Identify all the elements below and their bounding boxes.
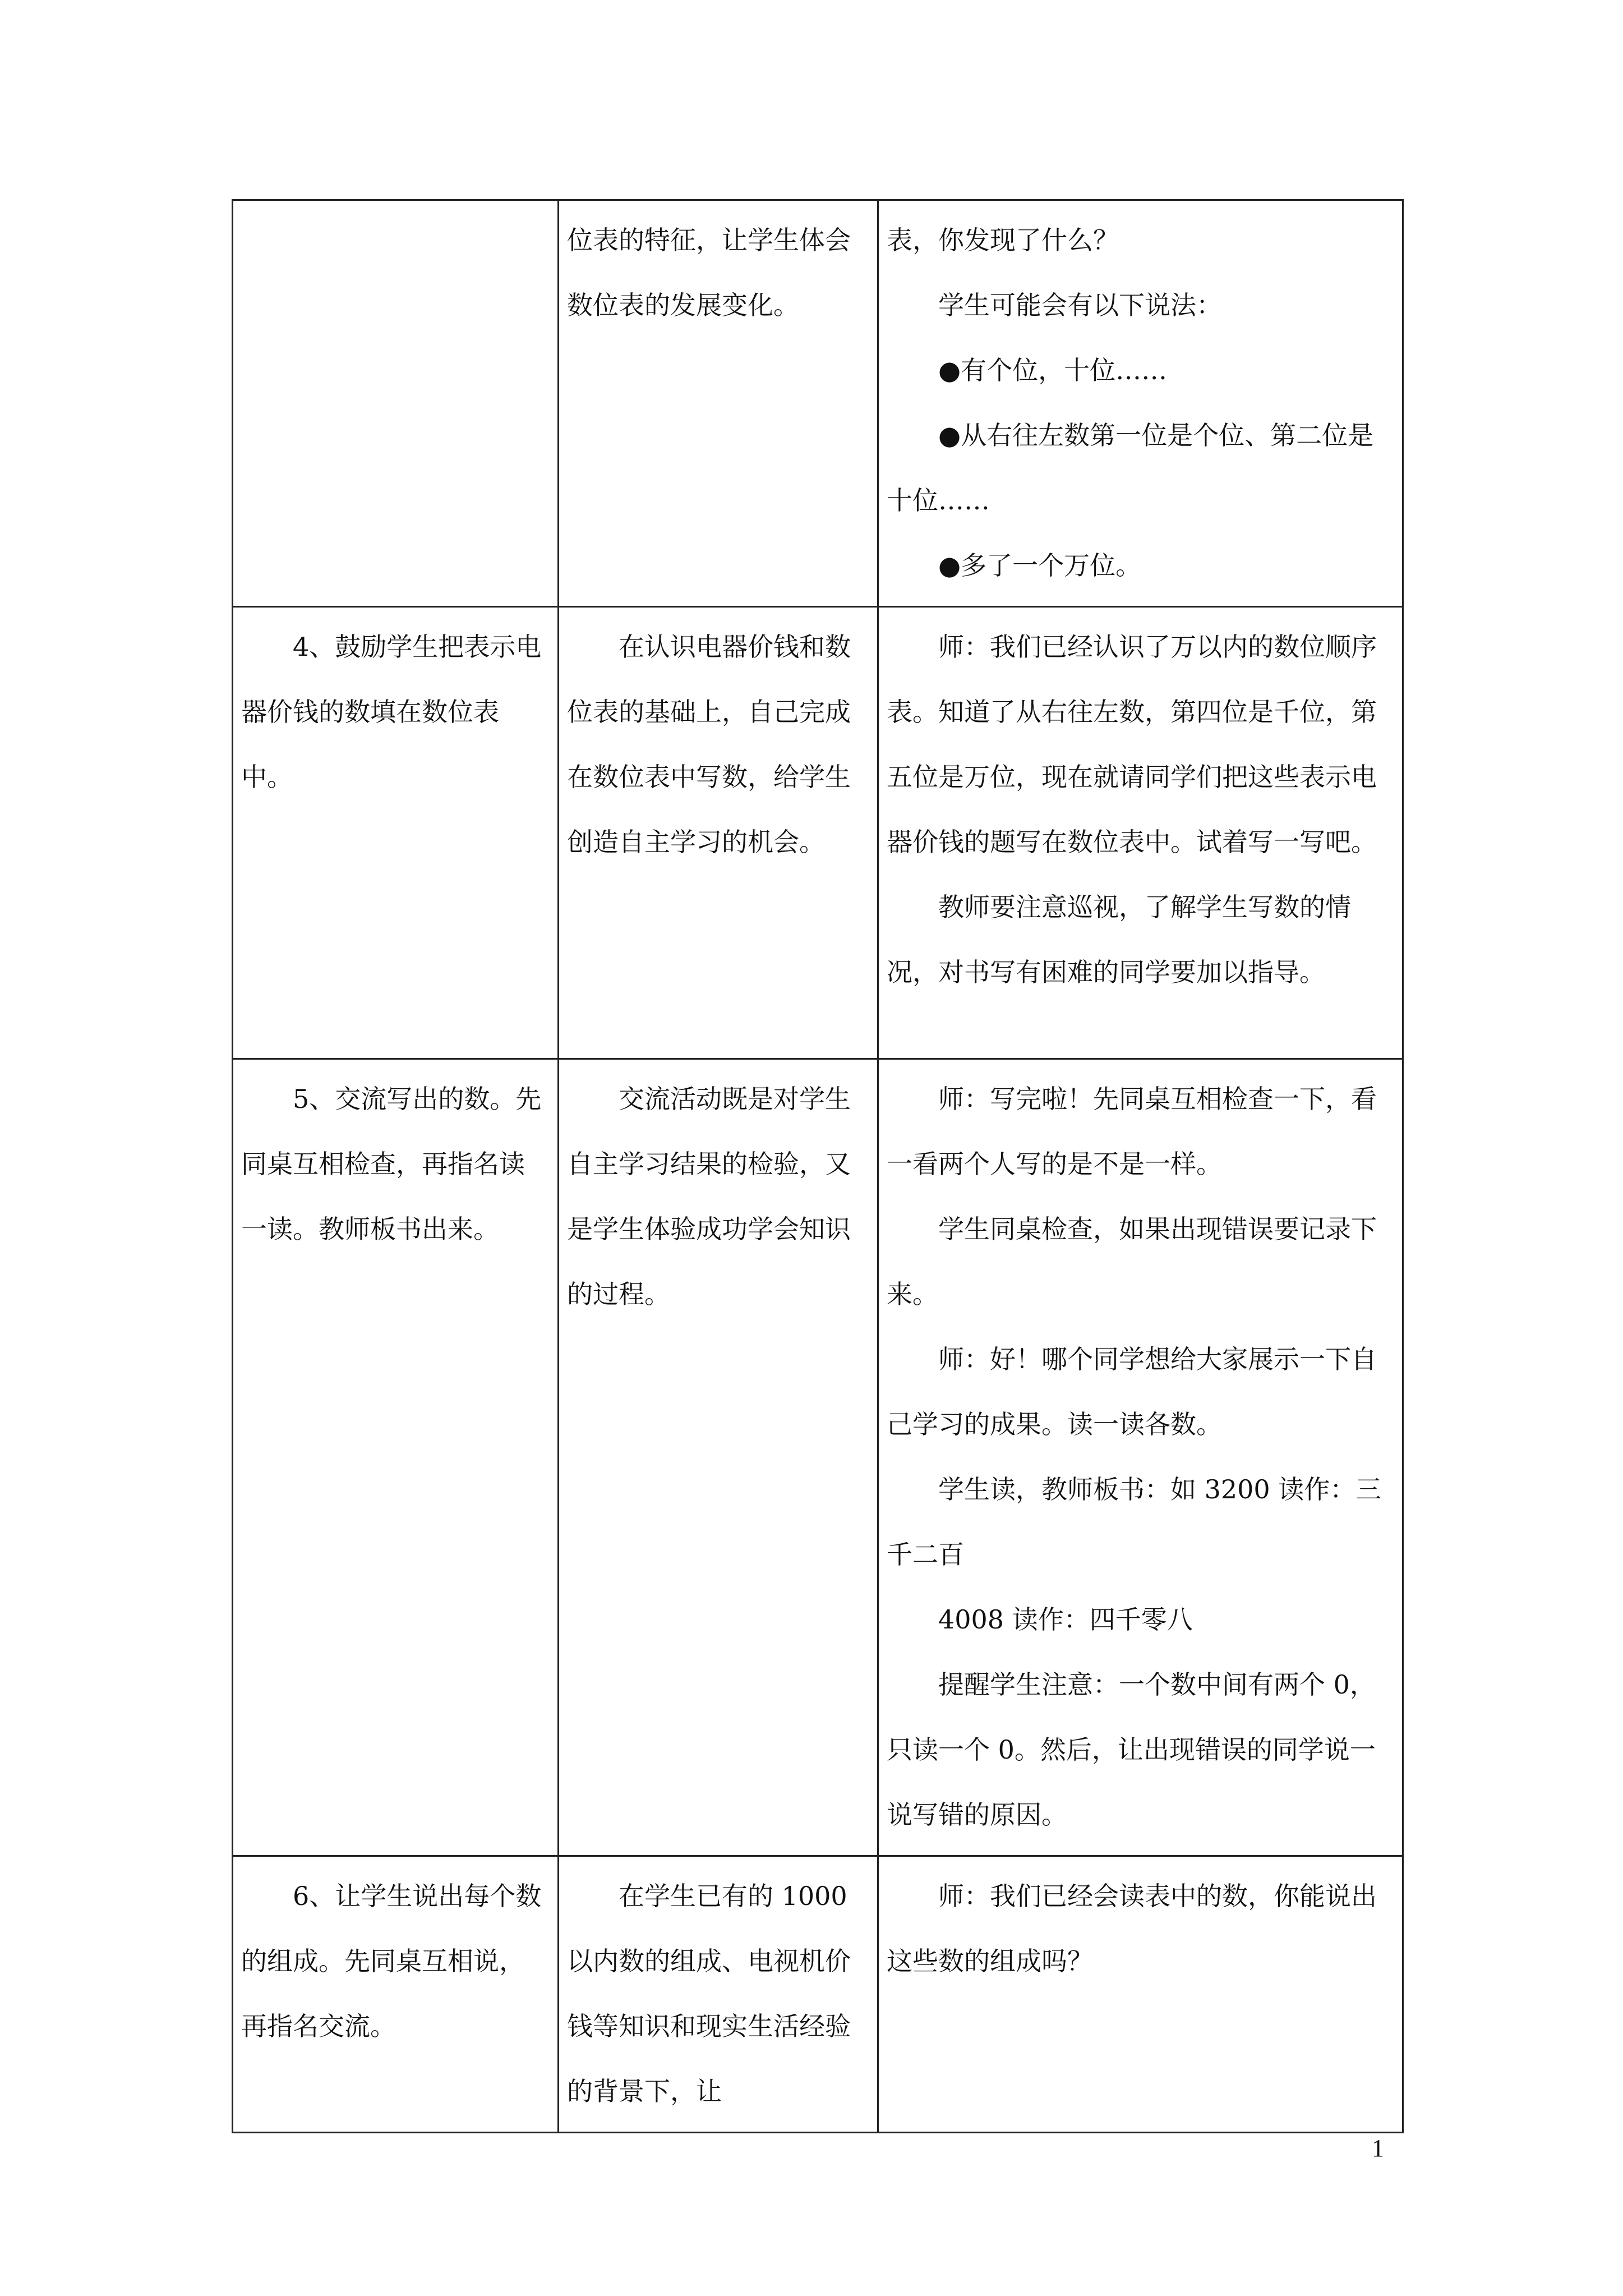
process-text: 学生可能会有以下说法： xyxy=(938,290,1222,320)
process-text: 师：我们已经认识了万以内的数位顺序表。知道了从右往左数，第四位是千位，第五位是万位，现在就请同学们把这些表示电器价钱的题写在数位表中。试着写一写吧。 xyxy=(887,632,1377,857)
process-cell xyxy=(878,607,1403,1059)
intent-text: 在学生已有的 1000 以内数的组成、电视机价钱等知识和现实生活经验的背景下，让 xyxy=(567,1881,851,2106)
intent-text: 位表的特征，让学生体会数位表的发展变化。 xyxy=(567,225,851,320)
process-text: 学生同桌检查，如果出现错误要记录下来。 xyxy=(887,1214,1377,1309)
process-text: ●从右往左数第一位是个位、第二位是十位…… xyxy=(887,420,1374,516)
activity-text: 6、让学生说出每个数的组成。先同桌互相说，再指名交流。 xyxy=(241,1881,542,2041)
intent-text: 在认识电器价钱和数位表的基础上，自己完成在数位表中写数，给学生创造自主学习的机会。 xyxy=(567,632,851,857)
process-text: 师：好！哪个同学想给大家展示一下自己学习的成果。读一读各数。 xyxy=(887,1344,1377,1439)
process-text: 教师要注意巡视，了解学生写数的情况，对书写有困难的同学要加以指导。 xyxy=(887,892,1351,987)
table-row xyxy=(233,200,1403,607)
activity-text: 5、交流写出的数。先同桌互相检查，再指名读一读。教师板书出来。 xyxy=(241,1084,542,1244)
activity-cell xyxy=(233,200,559,607)
process-cell xyxy=(878,1059,1403,1856)
process-text: 师：我们已经会读表中的数，你能说出这些数的组成吗？ xyxy=(887,1881,1377,1976)
intent-cell xyxy=(559,1059,878,1856)
activity-cell xyxy=(233,1059,559,1856)
table-row xyxy=(233,1856,1403,2133)
intent-cell xyxy=(559,607,878,1059)
activity-text: 4、鼓励学生把表示电器价钱的数填在数位表中。 xyxy=(241,632,542,792)
activity-cell xyxy=(233,1856,559,2133)
intent-text: 交流活动既是对学生自主学习结果的检验，又是学生体验成功学会知识的过程。 xyxy=(567,1084,851,1309)
process-text: ●有个位，十位…… xyxy=(938,355,1168,385)
process-text: 师：写完啦！先同桌互相检查一下，看一看两个人写的是不是一样。 xyxy=(887,1084,1377,1179)
table-row xyxy=(233,1059,1403,1856)
intent-cell xyxy=(559,200,878,607)
intent-cell xyxy=(559,1856,878,2133)
process-text: ●多了一个万位。 xyxy=(938,550,1142,581)
page-number: 1 xyxy=(1372,2134,1384,2162)
process-text: 提醒学生注意：一个数中间有两个 0，只读一个 0。然后，让出现错误的同学说一说写错的原因。 xyxy=(887,1669,1376,1830)
process-cell xyxy=(878,1856,1403,2133)
lesson-plan-table xyxy=(232,199,1404,2133)
activity-cell xyxy=(233,607,559,1059)
table-row xyxy=(233,607,1403,1059)
process-text: 4008 读作：四千零八 xyxy=(938,1604,1193,1635)
process-text: 学生读，教师板书：如 3200 读作：三千二百 xyxy=(887,1474,1382,1570)
process-text: 表，你发现了什么？ xyxy=(887,225,1119,255)
process-cell xyxy=(878,200,1403,607)
